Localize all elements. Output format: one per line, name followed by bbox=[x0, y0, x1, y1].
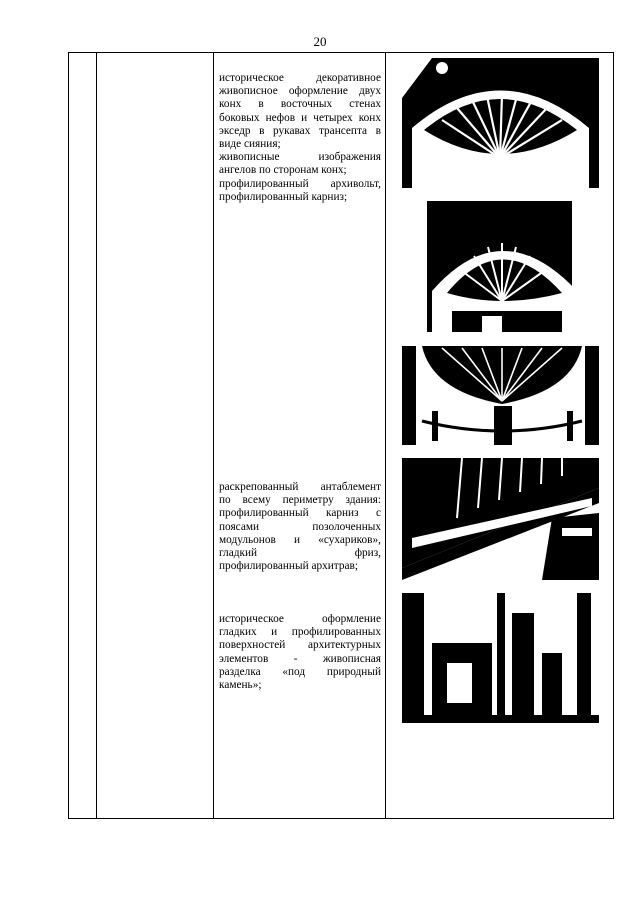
text-line: гладкий фриз, bbox=[219, 547, 381, 560]
conch-dome-photo bbox=[402, 58, 599, 188]
text-line: модульонов и «сухариков», bbox=[219, 533, 381, 546]
apse-angels-photo bbox=[402, 346, 599, 445]
text-line: живописные изображения bbox=[219, 151, 381, 164]
text-line: историческое декоративное bbox=[219, 72, 381, 84]
text-line: ангелов по сторонам конх; bbox=[219, 164, 347, 177]
text-line: поверхностей архитектурных bbox=[219, 639, 381, 652]
text-line: гладких и профилированных bbox=[219, 626, 381, 639]
text-line: элементов - живописная bbox=[219, 652, 381, 665]
description-block-entablature bbox=[219, 481, 381, 573]
text-line: экседр в рукавах трансепта в bbox=[219, 124, 381, 137]
column-surfaces-photo bbox=[402, 593, 599, 723]
text-line: по всему периметру здания: bbox=[219, 494, 381, 507]
column-divider-1 bbox=[96, 53, 97, 818]
text-line: профилированный архивольт, bbox=[219, 177, 381, 190]
entablature-photo bbox=[402, 458, 599, 580]
text-line: живописное оформление двух bbox=[219, 85, 381, 98]
column-divider-2 bbox=[213, 53, 214, 818]
text-line: разделка «под природный bbox=[219, 665, 381, 678]
text-line: боковых нефов и четырех конх bbox=[219, 111, 381, 124]
text-line: профилированный архитрав; bbox=[219, 560, 359, 573]
exedra-dome-photo bbox=[402, 201, 599, 332]
text-line: историческое оформление bbox=[219, 613, 381, 625]
description-block-surfaces bbox=[219, 613, 381, 692]
text-line: виде сияния; bbox=[219, 138, 281, 151]
table bbox=[68, 52, 614, 819]
description-block-domes bbox=[219, 72, 381, 204]
text-line: камень»; bbox=[219, 679, 262, 692]
text-line: профилированный карниз; bbox=[219, 190, 348, 203]
page-number: 20 bbox=[313, 34, 327, 49]
column-divider-3 bbox=[385, 53, 386, 818]
text-line: поясами позолоченных bbox=[219, 520, 381, 533]
text-line: конх в восточных стенах bbox=[219, 98, 381, 111]
text-line: профилированный карниз с bbox=[219, 507, 381, 520]
text-line: раскрепованный антаблемент bbox=[219, 481, 381, 493]
